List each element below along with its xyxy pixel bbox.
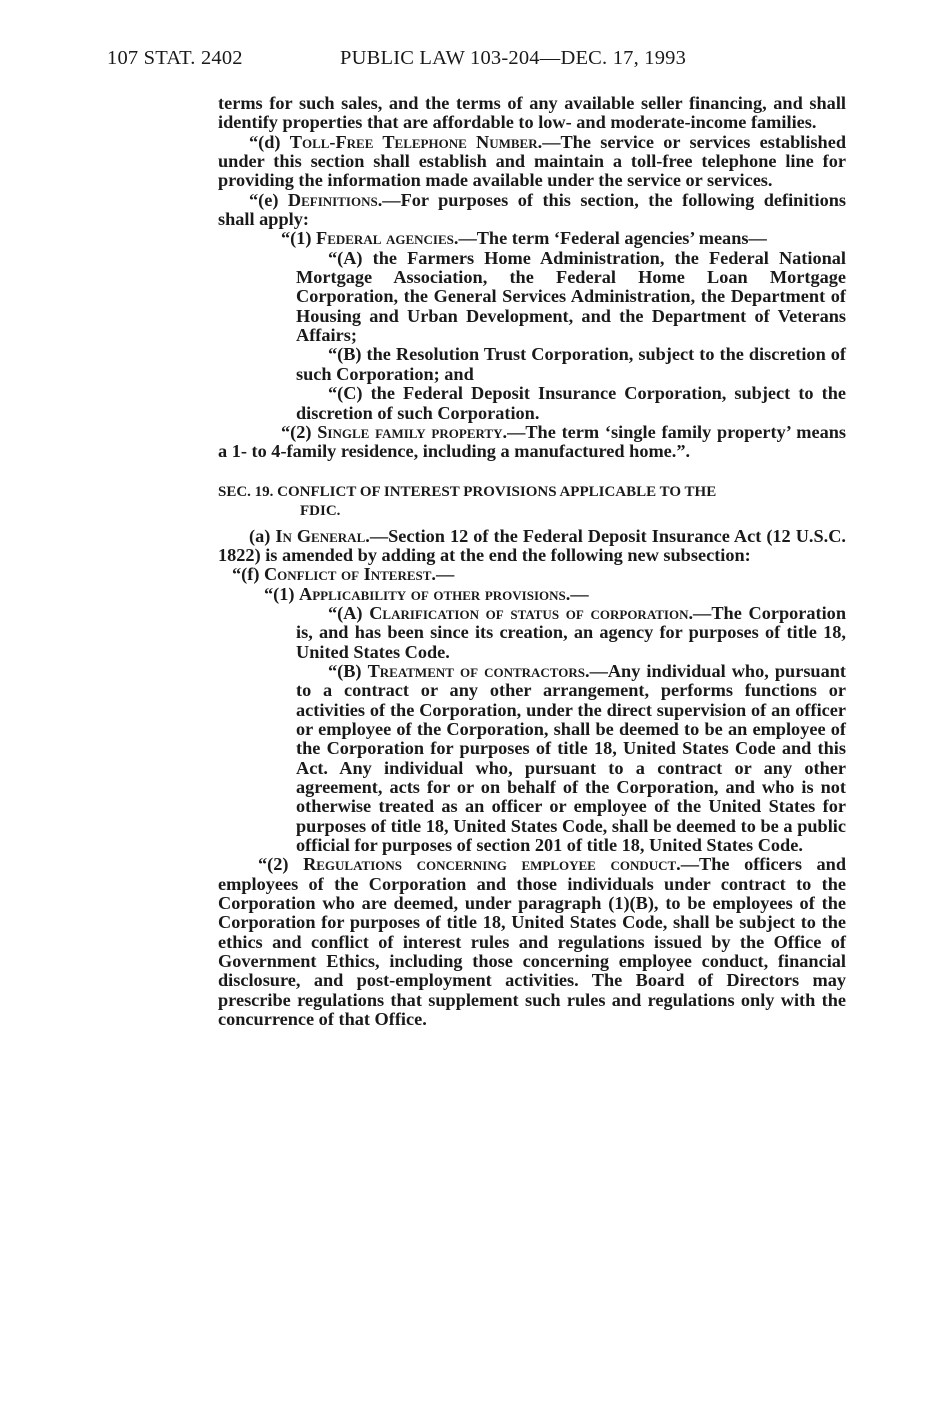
page-number: 107 STAT. 2402	[107, 47, 243, 69]
paragraph-e2	[218, 423, 846, 462]
paragraph-lead: “(f)	[232, 564, 264, 585]
paragraph-e	[218, 191, 846, 230]
paragraph-heading: Applicability of other provisions.	[299, 583, 571, 604]
paragraph-lead: “(A)	[328, 602, 370, 623]
paragraph-text: —	[570, 583, 589, 604]
paragraph-continuation	[218, 94, 846, 133]
paragraph-heading: Federal agencies.	[316, 228, 459, 249]
paragraph-f1a	[296, 604, 846, 662]
paragraph-lead: “(2)	[258, 854, 304, 875]
document-body	[218, 94, 846, 1029]
paragraph-heading: Conflict of Interest.	[263, 564, 436, 585]
paragraph-heading: In General.	[275, 525, 370, 546]
paragraph-lead: “(B)	[328, 660, 368, 681]
section-heading-line: FDIC.	[300, 502, 341, 519]
paragraph-f	[218, 565, 846, 584]
paragraph-text: terms for such sales, and the terms of any available seller financing, and shall identify properties that are affordable to low- and moderate-income families.	[218, 93, 846, 133]
paragraph-text: —The term ‘Federal agencies’ means—	[458, 228, 767, 249]
paragraph-heading: Clarification of status of corporation.	[369, 602, 694, 623]
section-heading-line: SEC. 19. CONFLICT OF INTEREST PROVISIONS APPLICABLE TO THE	[218, 483, 717, 500]
paragraph-text: —The term ‘single family property’ means a 1- to 4-family residence, including a manufactured home.”.	[218, 421, 847, 462]
paragraph-e1a	[296, 249, 846, 346]
paragraph-d	[218, 133, 846, 191]
paragraph-text: —For purposes of this section, the following definitions shall apply:	[218, 189, 846, 230]
paragraph-a	[218, 527, 846, 566]
paragraph-f2	[218, 855, 846, 1029]
paragraph-lead: “(d)	[249, 131, 290, 152]
paragraph-text: —The service or services established under this section shall establish and maintain a toll-free telephone line for providing the information made available under the service or services.	[218, 131, 846, 191]
paragraph-text: “(B) the Resolution Trust Corporation, subject to the discretion of such Corporation; and	[296, 344, 846, 384]
paragraph-text: —The officers and employees of the Corporation and those individuals under contract to the Corporation who are deemed, under paragraph (1)(B), to be employees of the Corporation for purposes of title 18, United States Code, shall be subject to the ethics and conflict of interest rules and regulations issued by the Office of Government Ethics, including those concerning employee conduct, financial disclosure, and post-employment activities. The Board of Directors may prescribe regulations that supplement such rules and regulations only with the concurrence of that Office.	[218, 854, 846, 1030]
paragraph-text: “(C) the Federal Deposit Insurance Corporation, subject to the discretion of such Corporation.	[296, 383, 846, 423]
paragraph-text: —	[436, 564, 455, 585]
paragraph-heading: Treatment of contractors.	[367, 660, 590, 681]
paragraph-lead: “(2)	[281, 421, 318, 442]
paragraph-lead: “(1)	[281, 228, 317, 249]
paragraph-text: —Section 12 of the Federal Deposit Insurance Act (12 U.S.C. 1822) is amended by adding at the end the following new subsection:	[218, 525, 846, 565]
paragraph-heading: Toll-Free Telephone Number.	[289, 131, 543, 152]
paragraph-heading: Definitions.	[287, 189, 383, 210]
paragraph-e1c	[296, 384, 846, 423]
paragraph-text: —The Corporation is, and has been since its creation, an agency for purposes of title 18, United States Code.	[296, 602, 846, 662]
paragraph-lead: (a)	[249, 525, 276, 546]
paragraph-heading: Single family property.	[317, 421, 508, 442]
paragraph-text: —Any individual who, pursuant to a contract or any other arrangement, performs functions or activities of the Corporation, under the direct supervision of an officer or employee of the Corporation, shall be deemed to be an employee of the Corporation for purposes of title 18, United States Code and this Act. Any individual who, pursuant to a contract or any other agreement, acts for or on behalf of the Corporation, and who is not otherwise treated as an officer or employee of the United States for purposes of title 18, United States Code, shall be deemed to be a public official for purposes of section 201 of title 18, United States Code.	[296, 660, 846, 856]
paragraph-f1b	[296, 662, 846, 855]
paragraph-lead: “(e)	[249, 189, 288, 210]
section-heading	[218, 483, 846, 521]
paragraph-heading: Regulations concerning employee conduct.	[303, 854, 681, 875]
paragraph-e1b	[296, 345, 846, 384]
paragraph-lead: “(1)	[264, 583, 300, 604]
paragraph-text: “(A) the Farmers Home Administration, the Federal National Mortgage Association, the Federal Home Loan Mortgage Corporation, the General Services Administration, the Department of Housing and Urban Development, and the Department of Veterans Affairs;	[296, 247, 846, 346]
paragraph-f1	[218, 585, 846, 604]
paragraph-e1	[249, 229, 846, 248]
running-head: PUBLIC LAW 103-204—DEC. 17, 1993	[340, 47, 687, 69]
